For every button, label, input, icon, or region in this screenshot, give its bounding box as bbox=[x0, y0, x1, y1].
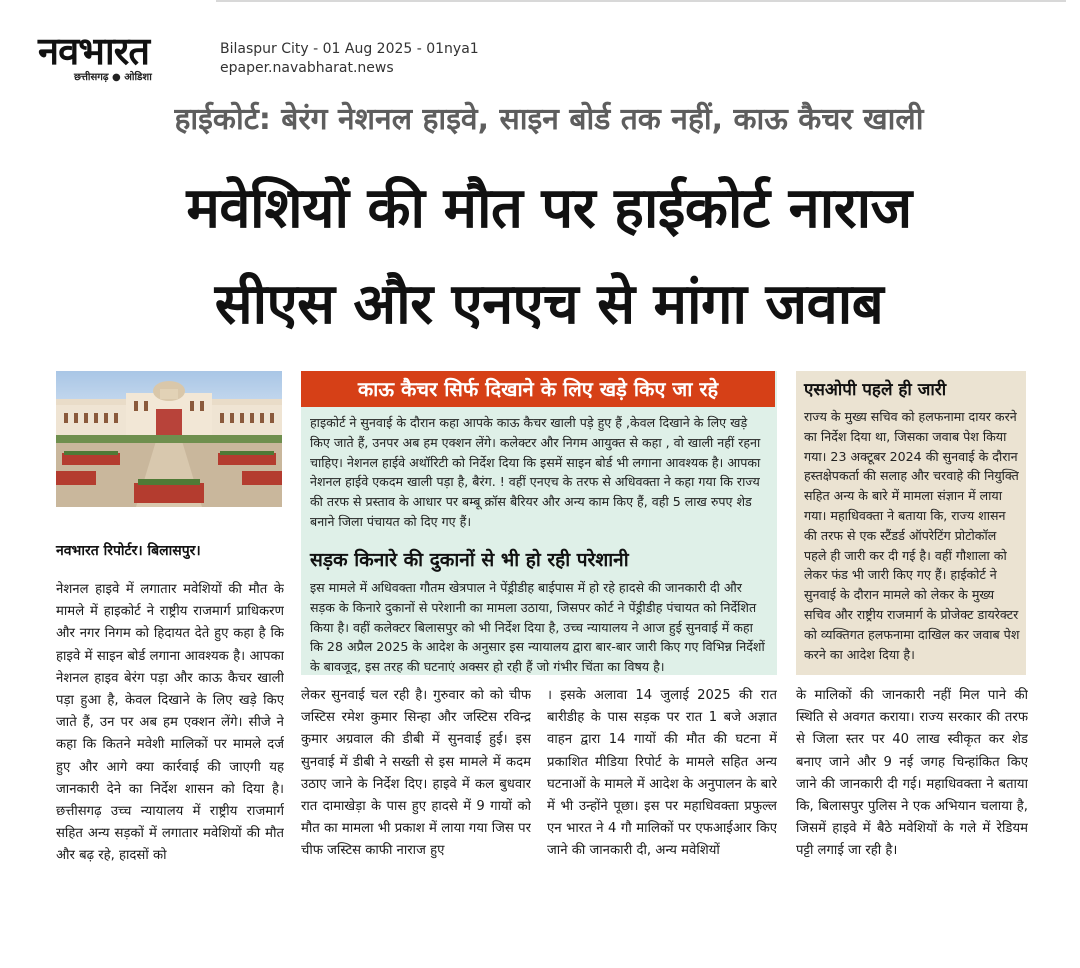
site-url[interactable]: epaper.navabharat.news bbox=[220, 60, 394, 76]
sop-box-text: राज्य के मुख्य सचिव को हलफनामा दायर करने का निर्देश दिया था, जिसका जवाब पेश किया गया। 23 अक्टूबर 2024 की सुनवाई के दौरान हस्तक्षेपकर्ता की सलाह और चरवाहे की नियुक्ति सहित अन्य के बारे में मामला संज्ञान में लाया गया। महाधिवक्ता ने बताया कि, राज्य शासन की तरफ से एक स्टैंडर्ड ऑपरेटिंग प्रोटोकॉल पहले ही जारी कर दी गई है। वहीं गौशाला को लेकर फंड भी जारी किए गए हैं। हाईकोर्ट ने सुनवाई के दौरान मामले को लेकर के मुख्य सचिव और राष्ट्रीय राजमार्ग के प्रोजेक्ट डायरेक्टर को व्यक्तिगत हलफनामा दाखिल कर जवाब पेश करने का आदेश दिया है। bbox=[804, 409, 1020, 662]
logo-subtitle: छत्तीसगढ़ ● ओडिशा bbox=[74, 72, 152, 83]
high-court-building-photo bbox=[56, 371, 282, 507]
logo-text: नवभारत bbox=[38, 29, 149, 73]
roadside-shops-subhead: सड़क किनारे की दुकानों से भी हो रही परेशानी bbox=[310, 549, 629, 571]
newspaper-page bbox=[34, 0, 1064, 968]
cow-catcher-box-title: काऊ कैचर सिर्फ दिखाने के लिए खड़े किए जा रहे bbox=[301, 371, 775, 407]
main-headline-line1: मवेशियों की मौत पर हाईकोर्ट नाराज bbox=[186, 176, 912, 241]
kicker-headline: हाईकोर्ट: बेरंग नेशनल हाइवे, साइन बोर्ड तक नहीं, काऊ कैचर खाली bbox=[174, 102, 924, 137]
edition-info: Bilaspur City - 01 Aug 2025 - 01nya1 bbox=[220, 41, 479, 57]
sop-box-title: एसओपी पहले ही जारी bbox=[804, 380, 947, 400]
main-headline-line2: सीएस और एनएच से मांगा जवाब bbox=[214, 272, 884, 337]
cow-catcher-box-text: हाइकोर्ट ने सुनवाई के दौरान कहा आपके काऊ कैचर खाली पड़े हुए हैं ,केवल दिखाने के लिए खड़े किए जाते हैं, उनपर अब हम एक्शन लेंगे। कलेक्टर और निगम आयुक्त से कहा , वो खाली नहीं रहना चाहिए। नेशनल हाईवे अथॉरिटी को निर्देश दिया कि इसमें साइन बोर्ड भी लगाना आवश्यक है। आपका नेशनल हाईवे एकदम खाली पड़ा है, बैरंग. ! वहीं एनएच के तरफ से अधिवक्ता ने कहा गया कि राज्य की तरफ से प्रस्ताव के आधार पर बम्बू क्रॉस बैरियर और अन्य काम किए हैं, वही 5 लाख रुपए शेड बनाने जिला पंचायत को दिए गए हैं। bbox=[310, 415, 761, 529]
roadside-shops-text: इस मामले में अधिवक्ता गौतम खेत्रपाल ने पेंड्रीडीह बाईपास में हो रहे हादसे की जानकारी दी और सड़क के किनारे दुकानों से परेशानी का मामला उठाया, जिसपर कोर्ट ने पेंड्रीडीह पंचायत को निर्देशित किया है। वहीं कलेक्टर बिलासपुर को भी निर्देश दिया है, उच्च न्यायालय ने आज हुई सुनवाई में कहा कि 28 अप्रैल 2025 के आदेश के अनुसार इस न्यायालय द्वारा बार-बार जारी किए गए विभिन्न निर्देशों के बावजूद, इस तरह की घटनाएं अक्सर हो रही हैं जो गंभीर चिंता का विषय है। bbox=[310, 580, 765, 674]
article-column-3: । इसके अलावा 14 जुलाई 2025 की रात बारीडीह के पास सड़क पर रात 1 बजे अज्ञात वाहन द्वारा 14 गायों की मौत की घटना में प्रकाशित मीडिया रिपोर्ट के मामले सहित अन्य घटनाओं के मामले में आदेश के अनुपालन के बारे में भी उन्होंने पूछा। इस पर महाधिवक्ता प्रफुल्ल एन भारत ने 4 गौ मालिकों पर एफआईआर किए जाने की जानकारी दी, अन्य मवेशियों bbox=[547, 688, 777, 859]
article-column-2: लेकर सुनवाई चल रही है। गुरुवार को को चीफ जस्टिस रमेश कुमार सिन्हा और जस्टिस रविन्द्र कुमार अग्रवाल की डीबी में सुनवाई हुई। इस सुनवाई में डीबी ने सख्ती से इस मामले में कदम उठाए जाने के निर्देश दिए। हाइवे में कल बुधवार रात दामाखेड़ा के पास हुए हादसे में 9 गायों को मौत का मामला भी प्रकाश में लाया गया जिस पर चीफ जस्टिस काफी नाराज हुए bbox=[301, 688, 531, 859]
article-column-4: के मालिकों की जानकारी नहीं मिल पाने की स्थिति से अवगत कराया। राज्य सरकार की तरफ से जिला स्तर पर 40 लाख स्वीकृत कर शेड बनाए जाने और 9 नई जगह चिन्हांकित किए जाने की जानकारी दी गई। महाधिवक्ता ने बताया कि, बिलासपुर पुलिस ने एक अभियान चलाया है, जिसमें हाइवे में बैठे मवेशियों के गले में रेडियम पट्टी लगाई जा रही है। bbox=[796, 688, 1028, 859]
edition-meta bbox=[220, 40, 479, 78]
newspaper-logo bbox=[38, 30, 210, 84]
article-column-1: नेशनल हाइवे में लगातार मवेशियों की मौत के मामले में हाइकोर्ट ने राष्ट्रीय राजमार्ग प्राधिकरण और नगर निगम को हिदायत देते हुए कहा है कि हाइवे में साइन बोर्ड लगाना आवश्यक है। आपका नेशनल हाइव बेरंग पड़ा और काऊ कैचर खाली पड़ा हुआ है, केवल दिखाने के लिए खड़े किए जाते हैं, उन पर अब हम एक्शन लेंगे। सीजे ने कहा कि कितने मवेशी मालिकों पर मामले दर्ज हुए और आगे क्या कार्रवाई की जाएगी यह जानकारी देने का निर्देश शासन को दिया है। छत्तीसगढ़ उच्च न्यायालय में राष्ट्रीय राजमार्ग सहित अन्य सड़कों में लगातार मवेशियों की मौत और बढ़ रहे, हादसों को bbox=[56, 582, 284, 864]
byline: नवभारत रिपोर्टर। बिलासपुर। bbox=[56, 543, 201, 559]
